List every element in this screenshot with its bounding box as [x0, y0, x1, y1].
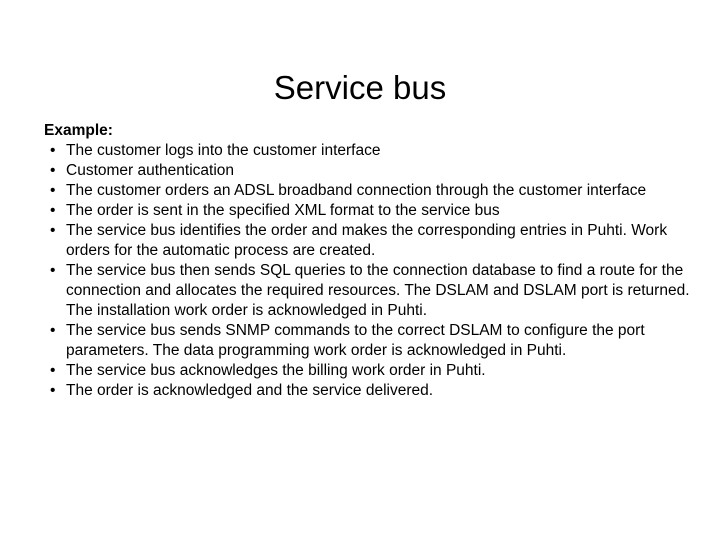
intro-label: Example: — [44, 122, 113, 139]
list-item — [44, 141, 698, 161]
slide-body — [44, 121, 698, 401]
list-item — [44, 201, 698, 221]
bullet-point-icon: • — [50, 162, 56, 179]
list-item — [44, 221, 698, 261]
list-item-text: The service bus sends SNMP commands to the correct DSLAM to configure the port parameters. The data programming work order is acknowledged in Puhti. — [66, 322, 645, 359]
list-item — [44, 321, 698, 361]
bullet-point-icon: • — [50, 222, 56, 239]
list-item-text: The service bus acknowledges the billing work order in Puhti. — [66, 362, 486, 379]
bullet-point-icon: • — [50, 262, 56, 279]
list-item — [44, 381, 698, 401]
page-title: Service bus — [273, 69, 447, 107]
list-item — [44, 261, 698, 321]
bullet-point-icon: • — [50, 202, 56, 219]
list-item — [44, 161, 698, 181]
bullet-point-icon: • — [50, 142, 56, 159]
list-item-text: Customer authentication — [66, 162, 235, 179]
bullet-point-icon: • — [50, 362, 56, 379]
bullet-point-icon: • — [50, 322, 56, 339]
list-item-text: The order is acknowledged and the service delivered. — [66, 382, 434, 399]
list-item — [44, 361, 698, 381]
list-item — [44, 181, 698, 201]
list-item-text: The service bus then sends SQL queries to the connection database to find a route for the connection and allocates the required resources. The DSLAM and DSLAM port is returned. The installation work order is acknowledged in Puhti. — [66, 262, 690, 319]
bullet-list — [44, 141, 698, 401]
bullet-point-icon: • — [50, 382, 56, 399]
bullet-point-icon: • — [50, 182, 56, 199]
list-item-text: The customer orders an ADSL broadband connection through the customer interface — [66, 182, 647, 199]
list-item-text: The service bus identifies the order and makes the corresponding entries in Puhti. Work orders for the automatic process are created. — [66, 222, 668, 259]
list-item-text: The order is sent in the specified XML format to the service bus — [66, 202, 500, 219]
list-item-text: The customer logs into the customer interface — [66, 142, 381, 159]
